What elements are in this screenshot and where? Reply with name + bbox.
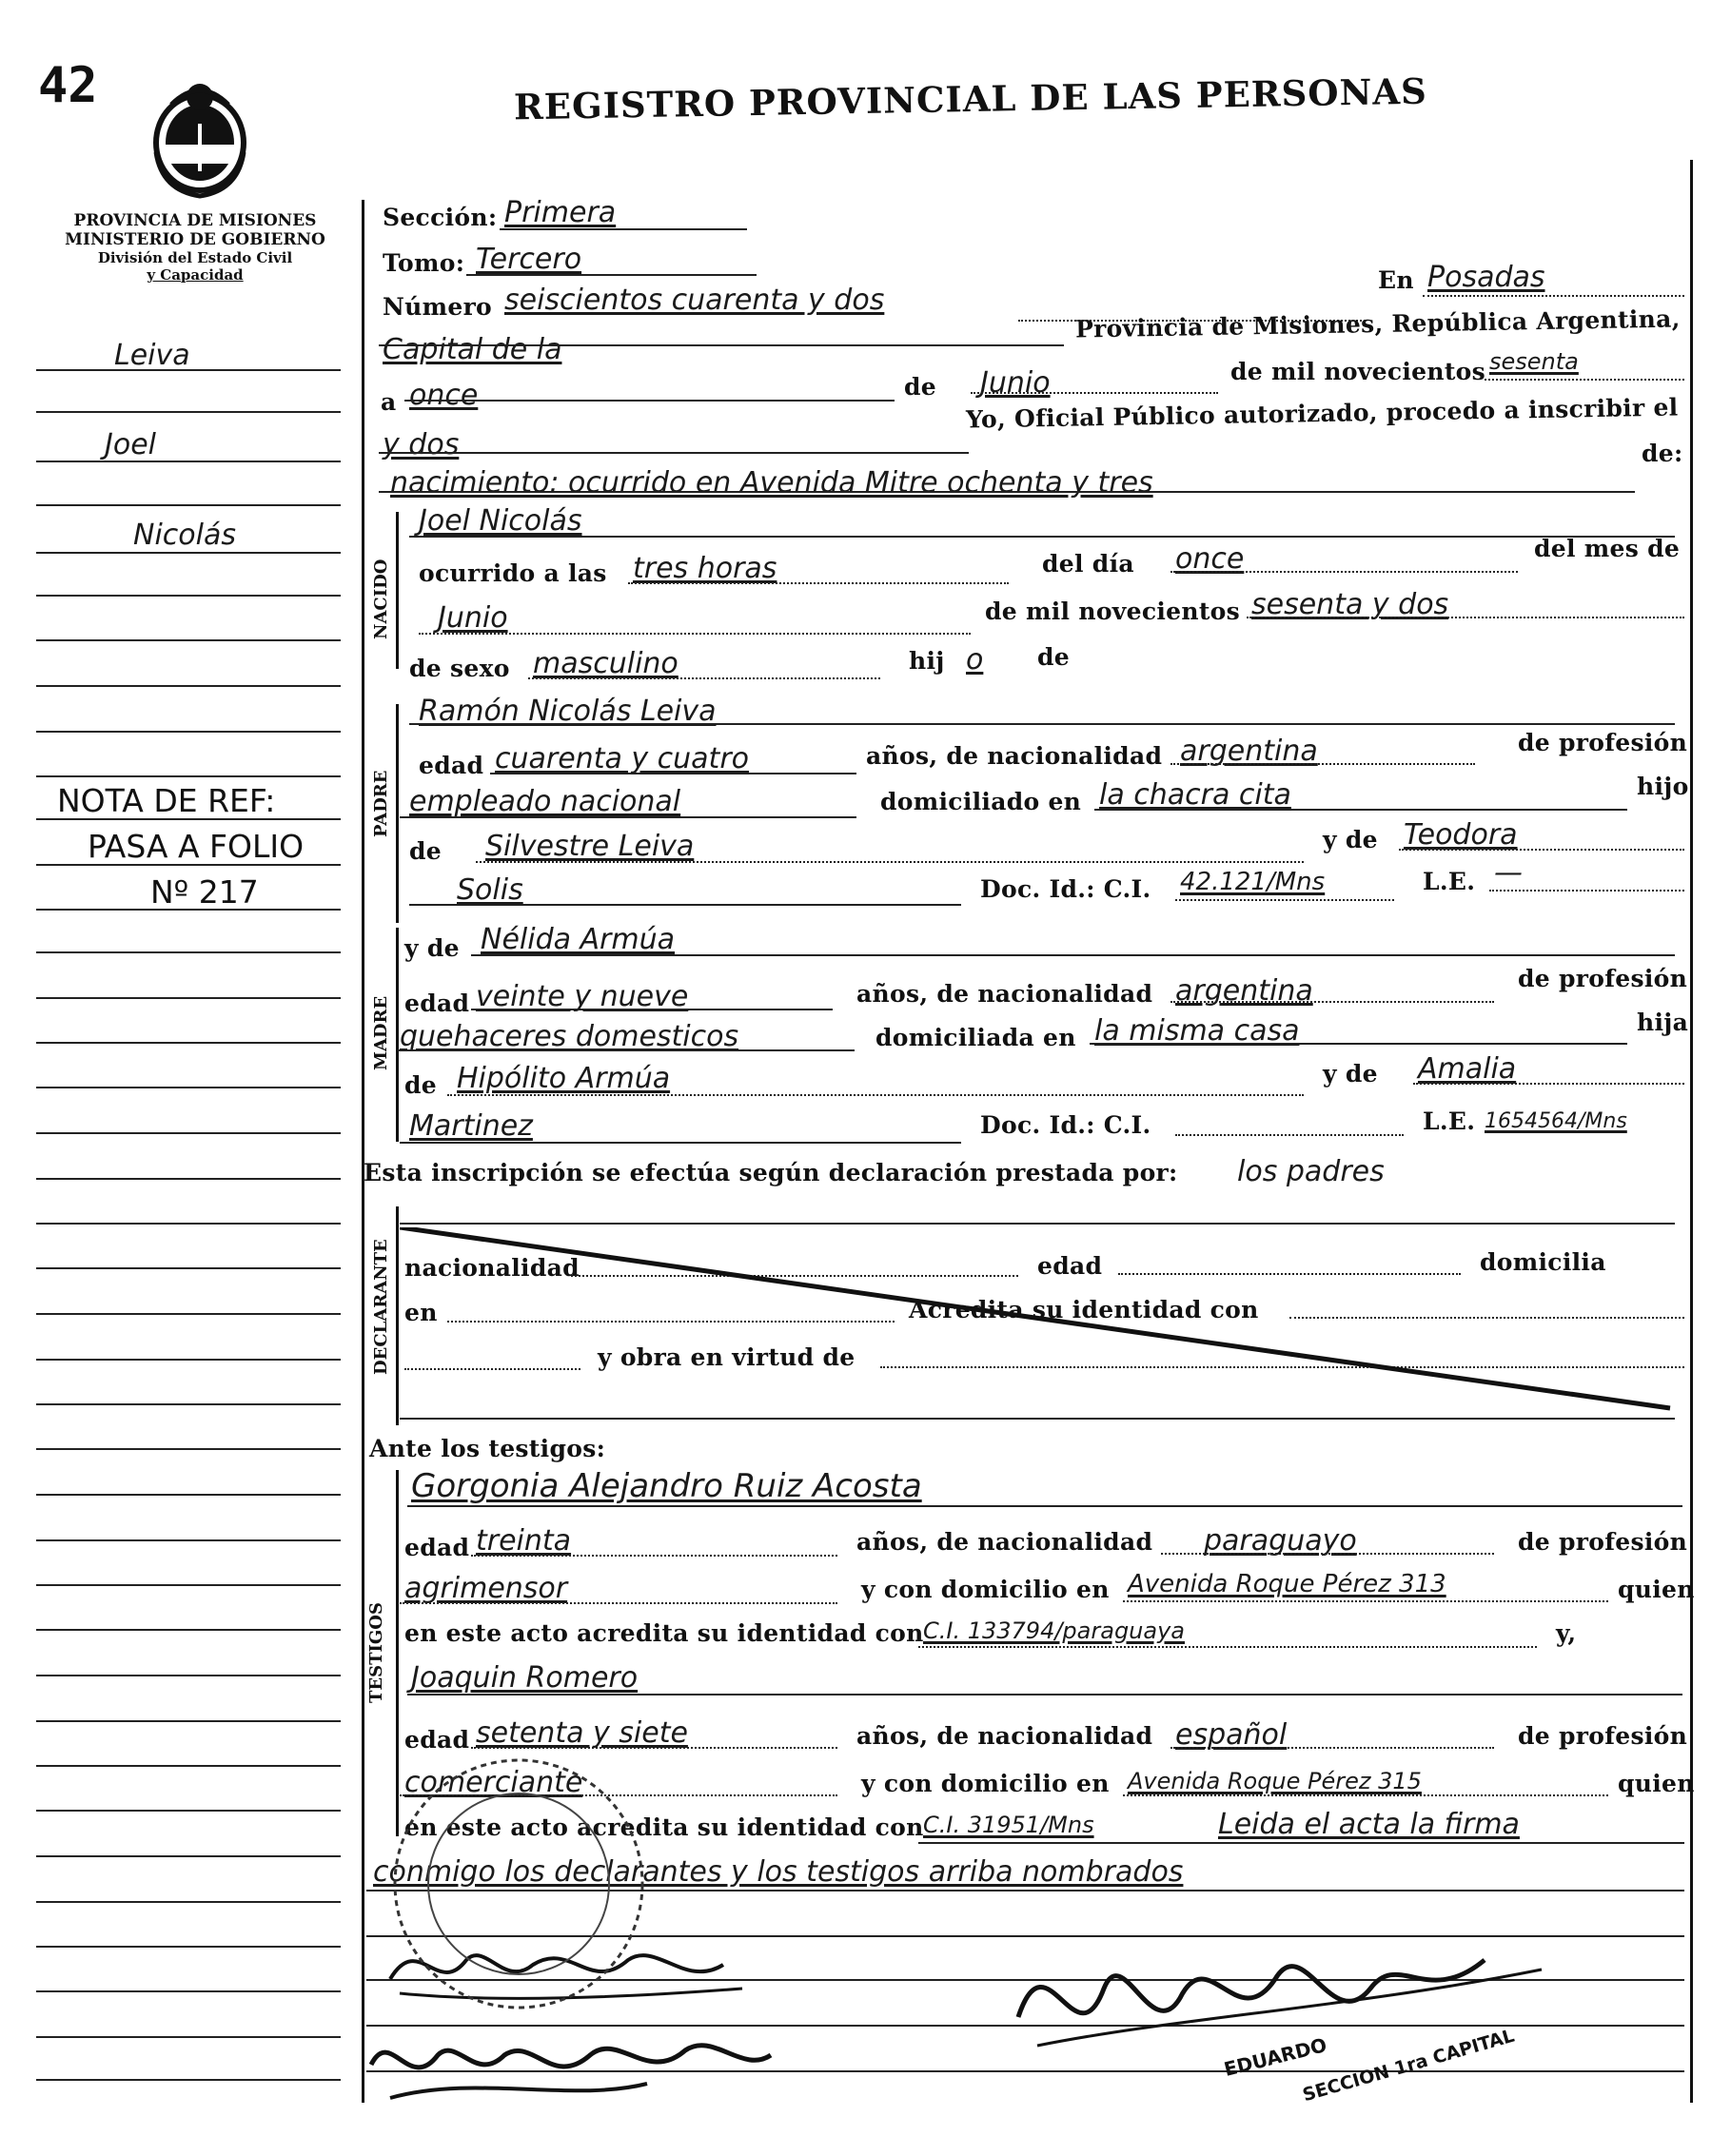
- rule: [1485, 379, 1684, 381]
- testigo2-nombre-value: Joaquin Romero: [411, 1661, 639, 1695]
- sexo-label: de sexo: [409, 655, 510, 682]
- hija-label: hija: [1637, 1009, 1689, 1036]
- hecho-value: nacimiento: ocurrido en Avenida Mitre ochenta y tres: [390, 466, 1153, 500]
- margin-line: [36, 1901, 341, 1903]
- margin-line: [36, 461, 341, 462]
- padre-ci-value: 42.121/Mns: [1180, 868, 1326, 896]
- rule: [379, 344, 1064, 346]
- cierre1-value: Leida el acta la firma: [1218, 1808, 1520, 1841]
- rule: [1090, 1043, 1627, 1045]
- padre-edad-value: cuarenta y cuatro: [495, 742, 750, 775]
- madre-nac-value: argentina: [1175, 974, 1313, 1008]
- anio-value: sesenta: [1489, 348, 1579, 375]
- en-este-acto-label: en este acto acredita su identidad con: [404, 1813, 924, 1841]
- del-dia-label: del día: [1042, 550, 1134, 578]
- rule: [398, 1049, 855, 1051]
- testigo1-edad-value: treinta: [476, 1524, 572, 1558]
- tomo-label: Tomo:: [383, 249, 465, 277]
- y-comma-label: y,: [1556, 1619, 1577, 1647]
- rule: [404, 400, 895, 402]
- rule: [471, 1555, 837, 1557]
- madre-le-value: 1654564/Mns: [1485, 1109, 1627, 1133]
- margin-line: [36, 552, 341, 554]
- margin-line: [36, 775, 341, 777]
- rule: [500, 228, 747, 230]
- margin-first-name: Joel: [105, 428, 156, 461]
- rule: [1175, 1134, 1404, 1136]
- rule: [476, 861, 1304, 863]
- margin-note: [57, 778, 304, 915]
- rule: [379, 491, 1635, 493]
- rule: [1161, 1553, 1494, 1555]
- left-divider: [362, 200, 364, 2103]
- y-de-label: y de: [1323, 1060, 1378, 1088]
- con-domicilio-label: y con domicilio en: [861, 1770, 1110, 1797]
- testigo1-nombre-value: Gorgonia Alejandro Ruiz Acosta: [411, 1467, 922, 1505]
- margin-line: [36, 1087, 341, 1088]
- de-label: de: [409, 837, 442, 865]
- padre-prof-value: empleado nacional: [409, 785, 681, 818]
- margin-line: [36, 1267, 341, 1269]
- de2-label: de: [1037, 643, 1070, 671]
- margin-surname: Leiva: [114, 339, 190, 372]
- de-profesion-label: de profesión: [1518, 1528, 1688, 1556]
- note-line: NOTA DE REF:: [57, 782, 276, 819]
- rule: [1489, 890, 1684, 892]
- rule: [407, 1694, 1682, 1695]
- margin-line: [36, 997, 341, 999]
- right-border: [1690, 160, 1693, 2103]
- rule: [1247, 617, 1684, 618]
- a-label: a: [381, 388, 397, 416]
- rule: [1123, 1794, 1608, 1796]
- declarante-side-label: DECLARANTE: [371, 1239, 391, 1375]
- margin-line: [36, 1946, 341, 1948]
- margin-line: [36, 951, 341, 953]
- margin-line: [36, 1494, 341, 1496]
- margin-line: [36, 411, 341, 413]
- margin-line: [36, 1855, 341, 1857]
- testigo2-doc-value: C.I. 31951/Mns: [923, 1812, 1094, 1838]
- mil-novecientos-label: de mil novecientos: [985, 598, 1241, 625]
- margin-line: [36, 2036, 341, 2038]
- testigo1-dom-value: Avenida Roque Pérez 313: [1128, 1570, 1446, 1598]
- de-profesion-label: de profesión: [1518, 965, 1688, 992]
- testigos-side-label: TESTIGOS: [366, 1602, 386, 1703]
- seccion-value: Primera: [504, 196, 617, 229]
- rule: [1170, 571, 1518, 573]
- rule: [1170, 1747, 1494, 1749]
- margin-line: [36, 1675, 341, 1676]
- capital-value: Capital de la: [383, 333, 562, 366]
- testigo2-dom-value: Avenida Roque Pérez 315: [1128, 1768, 1422, 1794]
- acredita-label: Acredita su identidad con: [909, 1296, 1259, 1323]
- sexo-value: masculino: [533, 647, 679, 680]
- seal-stamp: [376, 1741, 661, 2027]
- rule: [466, 274, 757, 276]
- margin-line: [36, 1765, 341, 1767]
- quien-label: quien: [1618, 1770, 1695, 1797]
- margin-line: [36, 731, 341, 733]
- y-de-label: y de: [1323, 826, 1378, 853]
- testigo2-nac-value: español: [1175, 1718, 1288, 1752]
- madre-dom-value: la misma casa: [1094, 1014, 1300, 1048]
- yo-oficial-label: Yo, Oficial Público autorizado, procedo a inscribir el: [965, 393, 1679, 434]
- margin-line: [36, 1810, 341, 1812]
- note-line: Nº 217: [150, 873, 259, 911]
- margin-line: [36, 595, 341, 597]
- margin-line: [36, 2079, 341, 2081]
- edad-label: edad: [404, 1726, 470, 1754]
- nombre-value: Joel Nicolás: [419, 504, 582, 538]
- declarante-value: los padres: [1237, 1155, 1385, 1188]
- margin-line: [36, 1132, 341, 1134]
- domiciliado-label: domiciliado en: [880, 788, 1082, 815]
- margin-line: [36, 1223, 341, 1225]
- margin-line: [36, 639, 341, 641]
- nacionalidad-label: nacionalidad: [404, 1254, 580, 1282]
- rule: [1094, 809, 1627, 811]
- hijo-label: hijo: [1637, 773, 1689, 800]
- rule: [400, 1602, 837, 1604]
- testigo1-nac-value: paraguayo: [1204, 1524, 1357, 1558]
- margin-line: [36, 1629, 341, 1631]
- rule: [1170, 763, 1475, 765]
- rule: [400, 816, 856, 818]
- provincia-label: Provincia de Misiones, República Argentina,: [1074, 304, 1681, 343]
- rule: [918, 1842, 1684, 1844]
- margin-line: [36, 504, 341, 506]
- en-este-acto-label: en este acto acredita su identidad con: [404, 1619, 924, 1647]
- madre-madre-value: Amalia: [1418, 1052, 1517, 1086]
- margin-line: [36, 1720, 341, 1722]
- edad-label: edad: [404, 1534, 470, 1561]
- margin-line: [36, 1990, 341, 1992]
- de-mil-novecientos-label: de mil novecientos: [1230, 358, 1486, 385]
- dia-nac-value: once: [1175, 542, 1245, 576]
- mes-value: Junio: [980, 366, 1051, 400]
- hora-value: tres horas: [633, 552, 777, 585]
- rule: [490, 773, 856, 774]
- rule: [471, 954, 1675, 956]
- rule: [471, 1009, 833, 1010]
- org-line: y Capacidad: [147, 266, 244, 284]
- testigo2-prof-value: comerciante: [404, 1766, 583, 1799]
- dia-value: once: [409, 379, 479, 412]
- testigo1-prof-value: agrimensor: [404, 1572, 568, 1605]
- margin-line: [36, 1403, 341, 1405]
- quien-label: quien: [1618, 1576, 1695, 1603]
- rule: [1123, 1600, 1608, 1602]
- rule: [409, 536, 1675, 538]
- rule: [447, 1094, 1304, 1096]
- tomo-value: Tercero: [476, 243, 582, 276]
- cierre2-value: conmigo los declarantes y los testigos arriba nombrados: [373, 1855, 1184, 1889]
- padre-bracket: [396, 704, 399, 923]
- margin-line: [36, 1313, 341, 1315]
- rule: [409, 904, 961, 906]
- rule: [419, 633, 971, 635]
- edad-label: edad: [419, 752, 484, 779]
- anios-nac-label: años, de nacionalidad: [856, 1722, 1153, 1750]
- testigo1-doc-value: C.I. 133794/paraguaya: [923, 1617, 1186, 1644]
- anio2-value: y dos: [383, 428, 460, 461]
- edad-label: edad: [404, 990, 470, 1017]
- rule: [379, 452, 969, 454]
- rule: [1423, 295, 1684, 297]
- del-mes-label: del mes de: [1534, 535, 1681, 562]
- rule: [407, 1505, 1682, 1507]
- madre-madre2-value: Martinez: [409, 1109, 533, 1143]
- margin-line: [36, 1359, 341, 1361]
- rule: [1170, 1001, 1494, 1003]
- margin-line: [36, 1539, 341, 1541]
- coat-of-arms-icon: [143, 76, 257, 200]
- rule: [1399, 849, 1684, 851]
- en-label: En: [1378, 266, 1414, 294]
- margin-second-name: Nicolás: [133, 519, 236, 552]
- rule: [400, 1142, 961, 1144]
- y-de-start-label: y de: [404, 934, 460, 962]
- domiciliada-label: domiciliada en: [875, 1024, 1076, 1051]
- padre-madre-value: Teodora: [1404, 818, 1518, 852]
- le-label: L.E.: [1423, 1107, 1476, 1135]
- de-colon-label: de:: [1642, 440, 1683, 467]
- rule: [628, 582, 1009, 584]
- le-label: L.E.: [1423, 868, 1476, 895]
- page-number: 42: [38, 57, 98, 114]
- org-block: [38, 211, 352, 284]
- padre-side-label: PADRE: [371, 770, 391, 837]
- margin-line: [36, 1042, 341, 1044]
- rule: [400, 1418, 1675, 1420]
- seccion-label: Sección:: [383, 204, 498, 231]
- padre-nac-value: argentina: [1180, 735, 1318, 768]
- esta-inscripcion-label: Esta inscripción se efectúa según declaración prestada por:: [364, 1159, 1178, 1186]
- rule: [1175, 899, 1394, 901]
- en-value: Posadas: [1427, 261, 1545, 294]
- org-line: MINISTERIO DE GOBIERNO: [65, 230, 325, 249]
- official-stamp-line2: SECCION 1ra CAPITAL: [1300, 2025, 1517, 2107]
- rule: [409, 723, 1675, 725]
- de-label: de: [904, 373, 936, 401]
- rule: [971, 392, 1218, 394]
- rule: [400, 1223, 1675, 1225]
- margin-line: [36, 1448, 341, 1450]
- doc-id-label: Doc. Id.: C.I.: [980, 875, 1151, 903]
- testigo2-edad-value: setenta y siete: [476, 1716, 688, 1750]
- padre-padre-value: Silvestre Leiva: [485, 830, 695, 863]
- hij-label: hij: [909, 647, 945, 675]
- domicilia-label: domicilia: [1480, 1248, 1606, 1276]
- numero-value: seiscientos cuarenta y dos: [504, 284, 885, 317]
- madre-bracket: [396, 928, 399, 1142]
- edad2-label: edad: [1037, 1252, 1103, 1280]
- anio-nac-value: sesenta y dos: [1251, 588, 1449, 621]
- de-profesion-label: de profesión: [1518, 729, 1688, 756]
- padre-madre2-value: Solis: [457, 873, 523, 907]
- margin-line: [36, 1584, 341, 1586]
- padre-dom-value: la chacra cita: [1099, 778, 1291, 812]
- anios-nac-label: años, de nacionalidad: [866, 742, 1163, 770]
- ante-testigos-label: Ante los testigos:: [369, 1435, 606, 1462]
- note-line: PASA A FOLIO: [88, 828, 305, 865]
- doc-id-label: Doc. Id.: C.I.: [980, 1111, 1151, 1139]
- de-label: de: [404, 1071, 437, 1099]
- cancel-strike-line: [400, 1227, 1675, 1418]
- anios-nac-label: años, de nacionalidad: [856, 980, 1153, 1008]
- org-line: PROVINCIA DE MISIONES: [73, 211, 317, 230]
- official-stamp-line1: EDUARDO: [1221, 2033, 1329, 2081]
- nacido-bracket: [396, 512, 399, 669]
- y-obra-label: y obra en virtud de: [598, 1343, 856, 1371]
- rule: [1413, 1083, 1684, 1085]
- ocurrido-label: ocurrido a las: [419, 559, 607, 587]
- madre-edad-value: veinte y nueve: [476, 980, 689, 1013]
- declarante-bracket: [396, 1206, 399, 1425]
- anios-nac-label: años, de nacionalidad: [856, 1528, 1153, 1556]
- rule: [918, 1646, 1537, 1648]
- padre-nombre-value: Ramón Nicolás Leiva: [419, 695, 717, 728]
- de-profesion-label: de profesión: [1518, 1722, 1688, 1750]
- madre-prof-value: quehaceres domesticos: [400, 1020, 739, 1053]
- rule: [528, 677, 880, 679]
- document-title: REGISTRO PROVINCIAL DE LAS PERSONAS: [513, 69, 1428, 128]
- margin-line: [36, 685, 341, 687]
- en2-label: en: [404, 1299, 438, 1326]
- hij-suffix-value: o: [966, 643, 984, 676]
- margin-line: [36, 1178, 341, 1180]
- madre-nombre-value: Nélida Armúa: [481, 923, 676, 956]
- madre-padre-value: Hipólito Armúa: [457, 1062, 671, 1095]
- madre-side-label: MADRE: [371, 995, 391, 1070]
- con-domicilio-label: y con domicilio en: [861, 1576, 1110, 1603]
- mes-nac-value: Junio: [438, 601, 508, 635]
- padre-le-value: —: [1494, 856, 1523, 890]
- nacido-side-label: NACIDO: [371, 559, 391, 639]
- org-line: División del Estado Civil: [97, 249, 293, 266]
- numero-label: Número: [383, 293, 493, 321]
